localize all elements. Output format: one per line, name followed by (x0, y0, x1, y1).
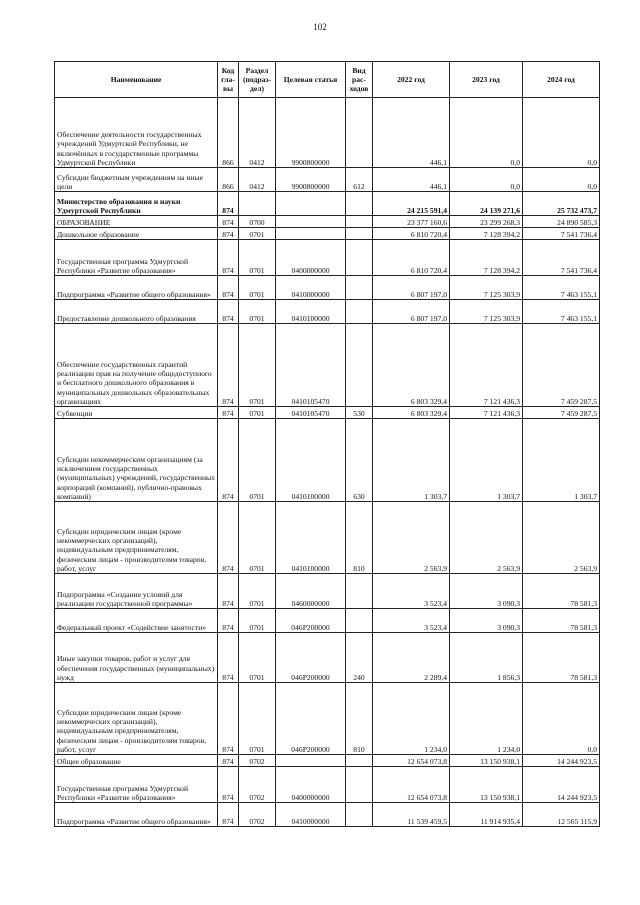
cell-amount-2023: 7 125 303,9 (450, 300, 523, 324)
cell-target-article: 046P200000 (276, 683, 346, 755)
cell-amount-2024: 7 463 155,1 (523, 276, 600, 300)
cell-target-article (276, 755, 346, 767)
cell-code: 874 (218, 324, 239, 407)
cell-target-article: 0410105470 (276, 324, 346, 407)
cell-code: 874 (218, 419, 239, 502)
cell-section: 0701 (239, 633, 276, 683)
cell-target-article: 0460000000 (276, 574, 346, 609)
cell-name: Федеральный проект «Содействие занятости» (55, 609, 218, 633)
cell-code: 874 (218, 216, 239, 228)
table-row (55, 755, 600, 767)
cell-section: 0701 (239, 419, 276, 502)
table-row (55, 633, 600, 683)
cell-amount-2024: 0,0 (523, 168, 600, 192)
cell-amount-2023: 1 856,3 (450, 633, 523, 683)
cell-amount-2024: 25 732 473,7 (523, 192, 600, 216)
cell-section: 0701 (239, 240, 276, 276)
cell-amount-2022: 1 234,0 (373, 683, 450, 755)
cell-amount-2023: 3 090,3 (450, 574, 523, 609)
table-row (55, 240, 600, 276)
cell-name: Обеспечение государственных гарантий реализации прав на получение общедоступного и бесплатного дошкольного образования в муниципальных дошкольных образовательных организациях (55, 324, 218, 407)
cell-target-article: 046P200000 (276, 633, 346, 683)
cell-section: 0701 (239, 276, 276, 300)
cell-amount-2022: 24 215 591,4 (373, 192, 450, 216)
cell-section: 0701 (239, 609, 276, 633)
cell-expense-type (346, 767, 373, 803)
header-year-2023: 2023 год (450, 62, 523, 98)
cell-name: Подпрограмма «Развитие общего образования» (55, 803, 218, 827)
cell-amount-2022: 6 803 329,4 (373, 407, 450, 419)
table-row (55, 228, 600, 240)
cell-name: Общее образование (55, 755, 218, 767)
table-row (55, 419, 600, 502)
cell-amount-2023: 2 563,9 (450, 502, 523, 574)
cell-amount-2024: 7 541 736,4 (523, 228, 600, 240)
cell-amount-2022: 12 654 073,8 (373, 755, 450, 767)
cell-code: 874 (218, 609, 239, 633)
header-year-2024: 2024 год (523, 62, 600, 98)
header-target-article: Целевая статья (276, 62, 346, 98)
cell-amount-2024: 14 244 923,5 (523, 767, 600, 803)
cell-amount-2022: 2 563,9 (373, 502, 450, 574)
cell-expense-type (346, 574, 373, 609)
cell-code: 874 (218, 192, 239, 216)
cell-expense-type: 612 (346, 168, 373, 192)
cell-expense-type: 810 (346, 502, 373, 574)
cell-code: 874 (218, 407, 239, 419)
cell-amount-2022: 6 807 197,0 (373, 276, 450, 300)
cell-expense-type (346, 98, 373, 168)
table-row (55, 502, 600, 574)
cell-target-article (276, 228, 346, 240)
header-row (55, 62, 600, 98)
cell-amount-2024: 7 459 287,5 (523, 324, 600, 407)
cell-amount-2023: 7 128 394,2 (450, 228, 523, 240)
cell-amount-2022: 23 377 160,6 (373, 216, 450, 228)
cell-section: 0412 (239, 168, 276, 192)
cell-expense-type (346, 609, 373, 633)
cell-target-article: 046P200000 (276, 609, 346, 633)
cell-code: 866 (218, 168, 239, 192)
cell-amount-2024: 0,0 (523, 683, 600, 755)
cell-name: Дошкольное образование (55, 228, 218, 240)
cell-expense-type (346, 228, 373, 240)
cell-target-article: 0410000000 (276, 276, 346, 300)
budget-table (54, 61, 600, 827)
cell-expense-type: 810 (346, 683, 373, 755)
cell-expense-type (346, 216, 373, 228)
cell-code: 874 (218, 228, 239, 240)
cell-name: Субсидии некоммерческим организациям (за исключением государственных (муниципальных) учреждений, государственных корпораций (компаний), публично-правовых компаний) (55, 419, 218, 502)
cell-section: 0701 (239, 574, 276, 609)
cell-target-article (276, 192, 346, 216)
cell-expense-type (346, 240, 373, 276)
cell-amount-2023: 0,0 (450, 168, 523, 192)
cell-amount-2024: 7 459 287,5 (523, 407, 600, 419)
cell-amount-2023: 7 121 436,3 (450, 324, 523, 407)
cell-section: 0701 (239, 407, 276, 419)
cell-section (239, 192, 276, 216)
cell-amount-2022: 6 810 720,4 (373, 228, 450, 240)
cell-name: Подпрограмма «Развитие общего образования» (55, 276, 218, 300)
cell-amount-2022: 6 807 197,0 (373, 300, 450, 324)
cell-amount-2023: 11 914 935,4 (450, 803, 523, 827)
table-row (55, 216, 600, 228)
cell-expense-type: 630 (346, 419, 373, 502)
cell-expense-type (346, 192, 373, 216)
cell-code: 874 (218, 276, 239, 300)
cell-code: 874 (218, 767, 239, 803)
table-row (55, 407, 600, 419)
table-row (55, 98, 600, 168)
cell-amount-2023: 1 234,0 (450, 683, 523, 755)
cell-amount-2024: 14 244 923,5 (523, 755, 600, 767)
cell-expense-type (346, 324, 373, 407)
cell-name: Государственная программа Удмуртской Республики «Развитие образования» (55, 240, 218, 276)
cell-amount-2022: 1 303,7 (373, 419, 450, 502)
page-number: 102 (313, 22, 327, 32)
table-row (55, 574, 600, 609)
table-row (55, 300, 600, 324)
table-row (55, 276, 600, 300)
table-row (55, 324, 600, 407)
cell-name: Предоставление дошкольного образования (55, 300, 218, 324)
cell-amount-2023: 0,0 (450, 98, 523, 168)
cell-amount-2024: 7 541 736,4 (523, 240, 600, 276)
table-row (55, 767, 600, 803)
cell-amount-2022: 6 810 720,4 (373, 240, 450, 276)
cell-amount-2023: 13 150 938,1 (450, 755, 523, 767)
cell-name: Государственная программа Удмуртской Республики «Развитие образования» (55, 767, 218, 803)
cell-target-article: 0410000000 (276, 803, 346, 827)
cell-section: 0701 (239, 324, 276, 407)
header-section: Раздел (подраз-дел) (239, 62, 276, 98)
cell-amount-2023: 1 303,7 (450, 419, 523, 502)
cell-section: 0700 (239, 216, 276, 228)
cell-amount-2024: 78 581,3 (523, 609, 600, 633)
cell-amount-2022: 446,1 (373, 98, 450, 168)
cell-amount-2024: 2 563,9 (523, 502, 600, 574)
cell-section: 0412 (239, 98, 276, 168)
cell-name: Иные закупки товаров, работ и услуг для обеспечения государственных (муниципальных) нужд (55, 633, 218, 683)
header-code: Код гла-вы (218, 62, 239, 98)
cell-name: Обеспечение деятельности государственных учреждений Удмуртской Республики, не включённых в государственные программы Удмуртской Республики (55, 98, 218, 168)
header-expense-type: Вид рас-ходов (346, 62, 373, 98)
table-row (55, 168, 600, 192)
cell-target-article: 0410105470 (276, 407, 346, 419)
cell-code: 874 (218, 755, 239, 767)
cell-code: 874 (218, 300, 239, 324)
cell-amount-2022: 446,1 (373, 168, 450, 192)
cell-expense-type: 240 (346, 633, 373, 683)
cell-section: 0702 (239, 755, 276, 767)
cell-section: 0702 (239, 767, 276, 803)
cell-code: 874 (218, 683, 239, 755)
cell-amount-2024: 24 890 585,3 (523, 216, 600, 228)
cell-section: 0701 (239, 300, 276, 324)
cell-name: Субсидии бюджетным учреждениям на иные цели (55, 168, 218, 192)
cell-code: 874 (218, 574, 239, 609)
cell-code: 874 (218, 633, 239, 683)
cell-name: ОБРАЗОВАНИЕ (55, 216, 218, 228)
cell-section: 0702 (239, 803, 276, 827)
cell-expense-type (346, 300, 373, 324)
cell-amount-2022: 11 539 459,5 (373, 803, 450, 827)
cell-expense-type (346, 803, 373, 827)
cell-amount-2024: 7 463 155,1 (523, 300, 600, 324)
cell-code: 866 (218, 98, 239, 168)
header-name: Наименование (55, 62, 218, 98)
cell-target-article: 9900800000 (276, 168, 346, 192)
cell-amount-2023: 7 121 436,3 (450, 407, 523, 419)
cell-section: 0701 (239, 502, 276, 574)
cell-amount-2023: 23 299 268,3 (450, 216, 523, 228)
cell-target-article: 0410100000 (276, 419, 346, 502)
cell-amount-2024: 0,0 (523, 98, 600, 168)
cell-code: 874 (218, 240, 239, 276)
table-row (55, 192, 600, 216)
cell-amount-2023: 24 139 271,6 (450, 192, 523, 216)
cell-amount-2024: 78 581,3 (523, 574, 600, 609)
header-year-2022: 2022 год (373, 62, 450, 98)
cell-expense-type (346, 276, 373, 300)
cell-target-article: 9900800000 (276, 98, 346, 168)
cell-name: Подпрограмма «Создание условий для реализации государственной программы» (55, 574, 218, 609)
cell-expense-type: 530 (346, 407, 373, 419)
cell-name: Министерство образования и науки Удмуртской Республики (55, 192, 218, 216)
cell-amount-2022: 2 289,4 (373, 633, 450, 683)
cell-section: 0701 (239, 683, 276, 755)
cell-amount-2022: 3 523,4 (373, 574, 450, 609)
cell-expense-type (346, 755, 373, 767)
cell-target-article: 0410100000 (276, 502, 346, 574)
cell-name: Субсидии юридическим лицам (кроме некоммерческих организаций), индивидуальным предпринимателям, физическим лицам - производителям товаров, работ, услуг (55, 502, 218, 574)
cell-target-article: 0400000000 (276, 240, 346, 276)
cell-target-article: 0400000000 (276, 767, 346, 803)
cell-code: 874 (218, 502, 239, 574)
cell-code: 874 (218, 803, 239, 827)
cell-target-article: 0410100000 (276, 300, 346, 324)
cell-amount-2024: 1 303,7 (523, 419, 600, 502)
table-row (55, 609, 600, 633)
cell-amount-2023: 7 125 303,9 (450, 276, 523, 300)
cell-section: 0701 (239, 228, 276, 240)
cell-amount-2023: 7 128 394,2 (450, 240, 523, 276)
cell-amount-2022: 3 523,4 (373, 609, 450, 633)
table-row (55, 683, 600, 755)
cell-amount-2022: 6 803 329,4 (373, 324, 450, 407)
cell-name: Субсидии юридическим лицам (кроме некоммерческих организаций), индивидуальным предпринимателям, физическим лицам - производителям товаров, работ, услуг (55, 683, 218, 755)
table-row (55, 803, 600, 827)
cell-amount-2024: 12 565 115,9 (523, 803, 600, 827)
cell-amount-2022: 12 654 073,8 (373, 767, 450, 803)
cell-name: Субвенции (55, 407, 218, 419)
cell-amount-2023: 13 150 938,1 (450, 767, 523, 803)
cell-amount-2024: 78 581,3 (523, 633, 600, 683)
cell-amount-2023: 3 090,3 (450, 609, 523, 633)
cell-target-article (276, 216, 346, 228)
